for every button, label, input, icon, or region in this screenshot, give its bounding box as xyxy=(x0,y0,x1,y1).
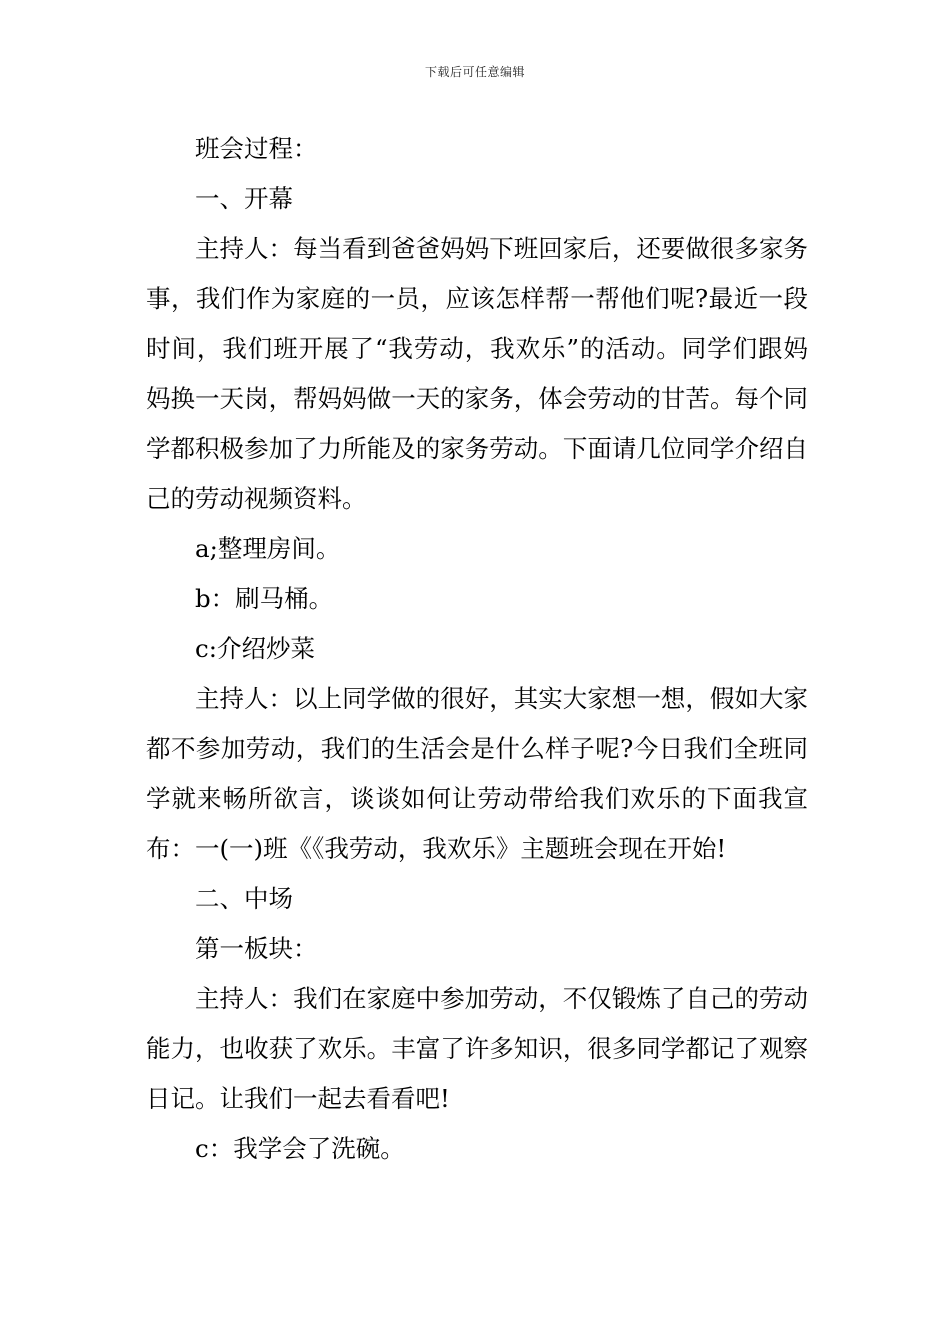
item-c: c:介绍炒菜 xyxy=(195,634,315,663)
section-heading-middle: 二、中场 xyxy=(195,884,293,913)
page-header: 下载后可任意编辑 xyxy=(424,65,525,79)
item-b: b：刷马桶。 xyxy=(195,584,334,613)
section-label-process: 班会过程： xyxy=(195,134,318,163)
host-paragraph-3: 主持人：我们在家庭中参加劳动，不仅锻炼了自己的劳动能力，也收获了欢乐。丰富了许多知识，很多同学都记了观察日记。让我们一起去看看吧! xyxy=(146,984,808,1113)
host-paragraph-2: 主持人：以上同学做的很好，其实大家想一想，假如大家都不参加劳动，我们的生活会是什么样子呢?今日我们全班同学就来畅所欲言，谈谈如何让劳动带给我们欢乐的下面我宣布：一(一)班《《我劳动，我欢乐》主题班会现在开始! xyxy=(146,684,808,863)
item-c-dishes: c：我学会了洗碗。 xyxy=(195,1134,405,1163)
section-heading-opening: 一、开幕 xyxy=(195,184,293,213)
document-body xyxy=(146,124,808,1174)
host-paragraph-1: 主持人：每当看到爸爸妈妈下班回家后，还要做很多家务事，我们作为家庭的一员，应该怎样帮一帮他们呢?最近一段时间，我们班开展了“我劳动，我欢乐”的活动。同学们跟妈妈换一天岗，帮妈妈做一天的家务，体会劳动的甘苦。每个同学都积极参加了力所能及的家务劳动。下面请几位同学介绍自己的劳动视频资料。 xyxy=(146,234,808,513)
block-label-first: 第一板块： xyxy=(195,934,318,963)
item-a: a;整理房间。 xyxy=(195,534,341,563)
